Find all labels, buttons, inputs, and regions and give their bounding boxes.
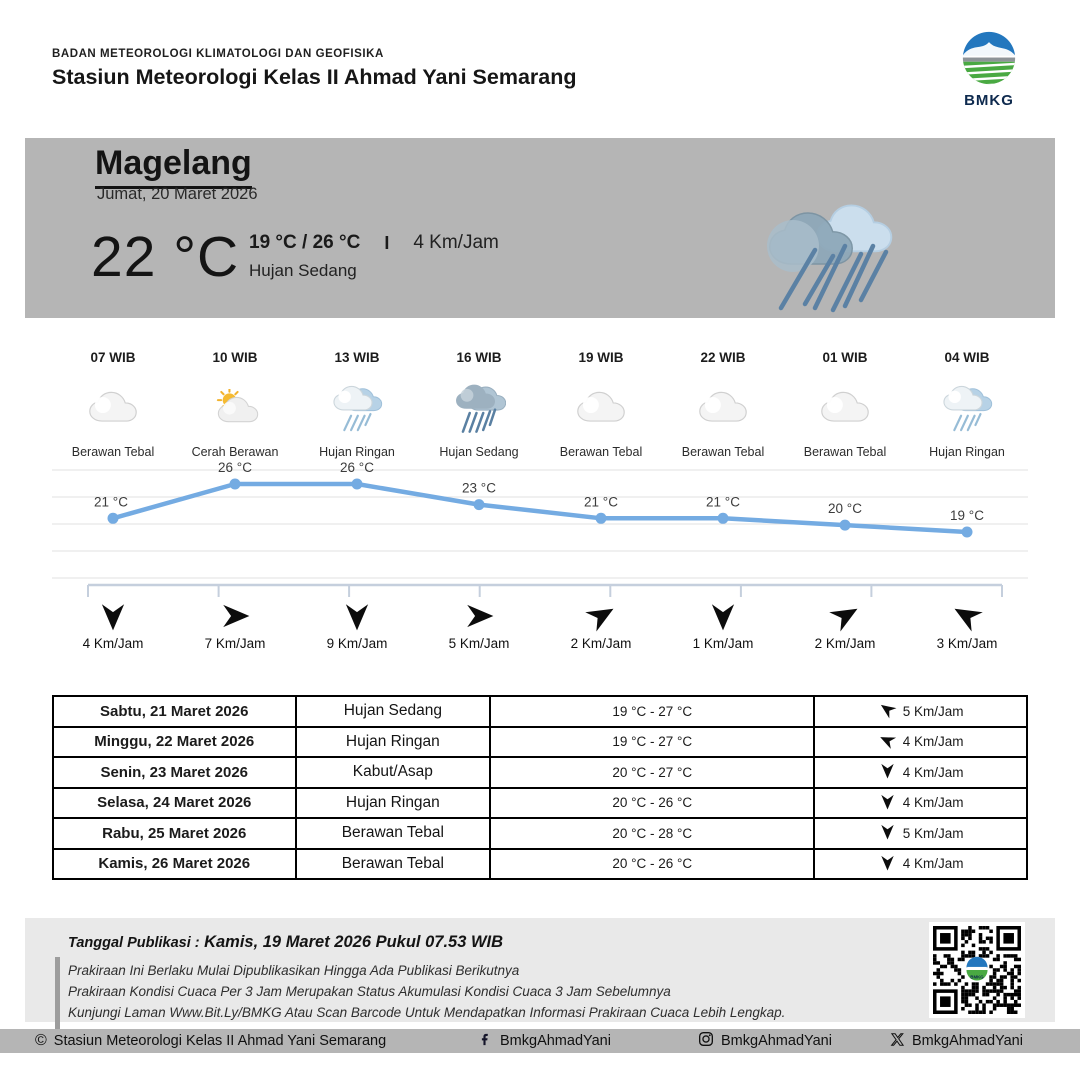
wind-direction-arrow-icon <box>418 598 540 634</box>
wind-direction-arrow-icon <box>784 598 906 634</box>
daily-temp-range: 20 °C - 26 °C <box>490 849 814 880</box>
wind-speed: 2 Km/Jam <box>570 636 632 651</box>
daily-temp-range: 20 °C - 27 °C <box>490 757 814 788</box>
hourly-slot <box>418 350 540 459</box>
social-bar <box>0 1029 1080 1053</box>
wind-direction-arrow-icon <box>878 792 897 814</box>
hour-condition: Cerah Berawan <box>191 445 279 459</box>
daily-date: Kamis, 26 Maret 2026 <box>53 849 296 880</box>
wind-direction-arrow-icon <box>540 598 662 634</box>
hourly-slot <box>296 350 418 459</box>
hour-condition: Berawan Tebal <box>559 445 643 459</box>
berawan-tebal-icon <box>784 375 906 441</box>
svg-text:BMKG: BMKG <box>970 974 984 980</box>
city-name: Magelang <box>95 144 252 189</box>
hourly-forecast-row <box>52 350 1028 459</box>
daily-temp-range: 19 °C - 27 °C <box>490 696 814 727</box>
daily-condition: Kabut/Asap <box>296 757 491 788</box>
hour-time: 19 WIB <box>578 350 624 365</box>
wind-direction-arrow-icon <box>878 822 897 844</box>
publication-date-line <box>68 933 503 952</box>
hourly-slot <box>540 350 662 459</box>
footer-note-line: Prakiraan Kondisi Cuaca Per 3 Jam Merupakan Status Akumulasi Kondisi Cuaca 3 Jam Sebelumnya <box>68 984 671 999</box>
x-handle <box>890 1029 1023 1053</box>
hour-condition: Hujan Ringan <box>319 445 395 459</box>
daily-wind-speed: 5 Km/Jam <box>902 825 964 841</box>
wind-slot <box>418 598 540 651</box>
bmkg-logo-label: BMKG <box>964 92 1014 109</box>
daily-wind <box>814 727 1027 758</box>
hour-condition: Berawan Tebal <box>71 445 155 459</box>
hour-time: 01 WIB <box>822 350 868 365</box>
station-title: Stasiun Meteorologi Kelas II Ahmad Yani Semarang <box>52 65 577 89</box>
daily-date: Senin, 23 Maret 2026 <box>53 757 296 788</box>
cerah-berawan-icon <box>174 375 296 441</box>
daily-wind-speed: 4 Km/Jam <box>902 734 964 750</box>
daily-condition: Berawan Tebal <box>296 818 491 849</box>
wind-speed: 2 Km/Jam <box>814 636 876 651</box>
hour-time: 16 WIB <box>456 350 502 365</box>
daily-condition: Berawan Tebal <box>296 849 491 880</box>
svg-text:23 °C: 23 °C <box>462 480 496 496</box>
wind-speed: 7 Km/Jam <box>204 636 266 651</box>
wind-speed: 1 Km/Jam <box>692 636 754 651</box>
svg-text:20 °C: 20 °C <box>828 501 862 517</box>
wind-speed: 5 Km/Jam <box>448 636 510 651</box>
wind-slot <box>296 598 418 651</box>
forecast-date: Jumat, 20 Maret 2026 <box>97 185 258 203</box>
instagram-icon <box>698 1031 714 1051</box>
temperature-chart <box>0 455 1080 605</box>
copyright-icon: © <box>35 1032 47 1049</box>
bmkg-logo-icon <box>961 73 1017 90</box>
daily-date: Sabtu, 21 Maret 2026 <box>53 696 296 727</box>
rain-cloud-icon <box>753 194 933 316</box>
current-wind-speed: 4 Km/Jam <box>413 232 499 253</box>
daily-wind-speed: 4 Km/Jam <box>902 764 964 780</box>
hour-time: 07 WIB <box>90 350 136 365</box>
qr-code <box>929 922 1025 1018</box>
x-icon <box>890 1032 905 1051</box>
minmax-temperature: 19 °C / 26 °C <box>249 232 361 253</box>
svg-text:21 °C: 21 °C <box>94 494 128 510</box>
daily-wind <box>814 818 1027 849</box>
copyright-line <box>35 1029 386 1053</box>
hourly-slot <box>662 350 784 459</box>
daily-temp-range: 19 °C - 27 °C <box>490 727 814 758</box>
wind-slot <box>540 598 662 651</box>
hour-time: 13 WIB <box>334 350 380 365</box>
daily-forecast-row <box>53 818 1027 849</box>
wind-speed: 3 Km/Jam <box>936 636 998 651</box>
daily-forecast-row <box>53 727 1027 758</box>
hujan-sedang-icon <box>418 375 540 441</box>
wind-direction-arrow-icon <box>662 598 784 634</box>
svg-text:26 °C: 26 °C <box>218 460 252 475</box>
daily-wind <box>814 788 1027 819</box>
berawan-tebal-icon <box>540 375 662 441</box>
wind-direction-arrow-icon <box>296 598 418 634</box>
daily-condition: Hujan Sedang <box>296 696 491 727</box>
daily-forecast-table <box>52 695 1028 880</box>
header <box>52 48 1050 109</box>
instagram-handle-text: BmkgAhmadYani <box>721 1033 832 1049</box>
wind-slot <box>784 598 906 651</box>
current-condition: Hujan Sedang <box>249 261 357 280</box>
daily-condition: Hujan Ringan <box>296 788 491 819</box>
berawan-tebal-icon <box>52 375 174 441</box>
wind-slot <box>52 598 174 651</box>
current-details <box>249 232 499 281</box>
daily-wind-speed: 4 Km/Jam <box>902 795 964 811</box>
wind-direction-arrow-icon <box>906 598 1028 634</box>
facebook-icon <box>478 1032 493 1051</box>
footer-notes <box>68 960 785 1023</box>
wind-slot <box>662 598 784 651</box>
x-handle-text: BmkgAhmadYani <box>912 1033 1023 1049</box>
publication-label: Tanggal Publikasi : <box>68 935 200 951</box>
daily-temp-range: 20 °C - 28 °C <box>490 818 814 849</box>
daily-date: Rabu, 25 Maret 2026 <box>53 818 296 849</box>
footer-note-line: Prakiraan Ini Berlaku Mulai Dipublikasikan Hingga Ada Publikasi Berikutnya <box>68 963 520 978</box>
wind-direction-arrow-icon <box>52 598 174 634</box>
footer-note-line: Kunjungi Laman Www.Bit.Ly/BMKG Atau Scan Barcode Untuk Mendapatkan Informasi Prakiraan Cuaca Lebih Lengkap. <box>68 1005 786 1020</box>
separator: I <box>384 232 390 253</box>
daily-condition: Hujan Ringan <box>296 727 491 758</box>
daily-wind <box>814 757 1027 788</box>
wind-direction-arrow-icon <box>878 853 897 875</box>
wind-direction-row <box>52 598 1028 651</box>
hourly-slot <box>906 350 1028 459</box>
daily-forecast-row <box>53 849 1027 880</box>
hour-time: 22 WIB <box>700 350 746 365</box>
hour-condition: Hujan Sedang <box>439 445 519 459</box>
facebook-handle-text: BmkgAhmadYani <box>500 1033 611 1049</box>
hour-time: 10 WIB <box>212 350 258 365</box>
daily-forecast-row <box>53 757 1027 788</box>
publication-footer <box>25 918 1055 1022</box>
instagram-handle <box>698 1029 832 1053</box>
publication-value: Kamis, 19 Maret 2026 Pukul 07.53 WIB <box>204 933 504 951</box>
bmkg-logo <box>950 30 1028 109</box>
hujan-ringan-icon <box>296 375 418 441</box>
svg-text:21 °C: 21 °C <box>706 494 740 510</box>
daily-wind <box>814 849 1027 880</box>
footer-accent-bar <box>55 957 60 1029</box>
daily-wind-speed: 5 Km/Jam <box>902 703 964 719</box>
copyright-text: Stasiun Meteorologi Kelas II Ahmad Yani Semarang <box>53 1033 387 1049</box>
hour-condition: Berawan Tebal <box>803 445 887 459</box>
svg-text:21 °C: 21 °C <box>584 494 618 510</box>
daily-date: Selasa, 24 Maret 2026 <box>53 788 296 819</box>
daily-wind <box>814 696 1027 727</box>
daily-wind-speed: 4 Km/Jam <box>902 856 964 872</box>
hourly-slot <box>784 350 906 459</box>
daily-temp-range: 20 °C - 26 °C <box>490 788 814 819</box>
wind-direction-arrow-icon <box>174 598 296 634</box>
daily-date: Minggu, 22 Maret 2026 <box>53 727 296 758</box>
svg-text:19 °C: 19 °C <box>950 508 984 523</box>
hourly-slot <box>52 350 174 459</box>
wind-speed: 4 Km/Jam <box>82 636 144 651</box>
agency-name: BADAN METEOROLOGI KLIMATOLOGI DAN GEOFISIKA <box>52 48 384 60</box>
hour-time: 04 WIB <box>944 350 990 365</box>
wind-direction-arrow-icon <box>878 731 897 753</box>
current-temperature: 22 °C <box>91 225 240 289</box>
hour-condition: Hujan Ringan <box>929 445 1005 459</box>
berawan-tebal-icon <box>662 375 784 441</box>
svg-text:26 °C: 26 °C <box>340 460 374 475</box>
current-weather-panel <box>25 138 1055 318</box>
hujan-ringan-icon <box>906 375 1028 441</box>
daily-forecast-row <box>53 696 1027 727</box>
wind-direction-arrow-icon <box>878 761 897 783</box>
hour-condition: Berawan Tebal <box>681 445 765 459</box>
hourly-slot <box>174 350 296 459</box>
wind-speed: 9 Km/Jam <box>326 636 388 651</box>
wind-direction-arrow-icon <box>878 700 897 722</box>
facebook-handle <box>478 1029 611 1053</box>
daily-forecast-row <box>53 788 1027 819</box>
wind-slot <box>906 598 1028 651</box>
wind-slot <box>174 598 296 651</box>
